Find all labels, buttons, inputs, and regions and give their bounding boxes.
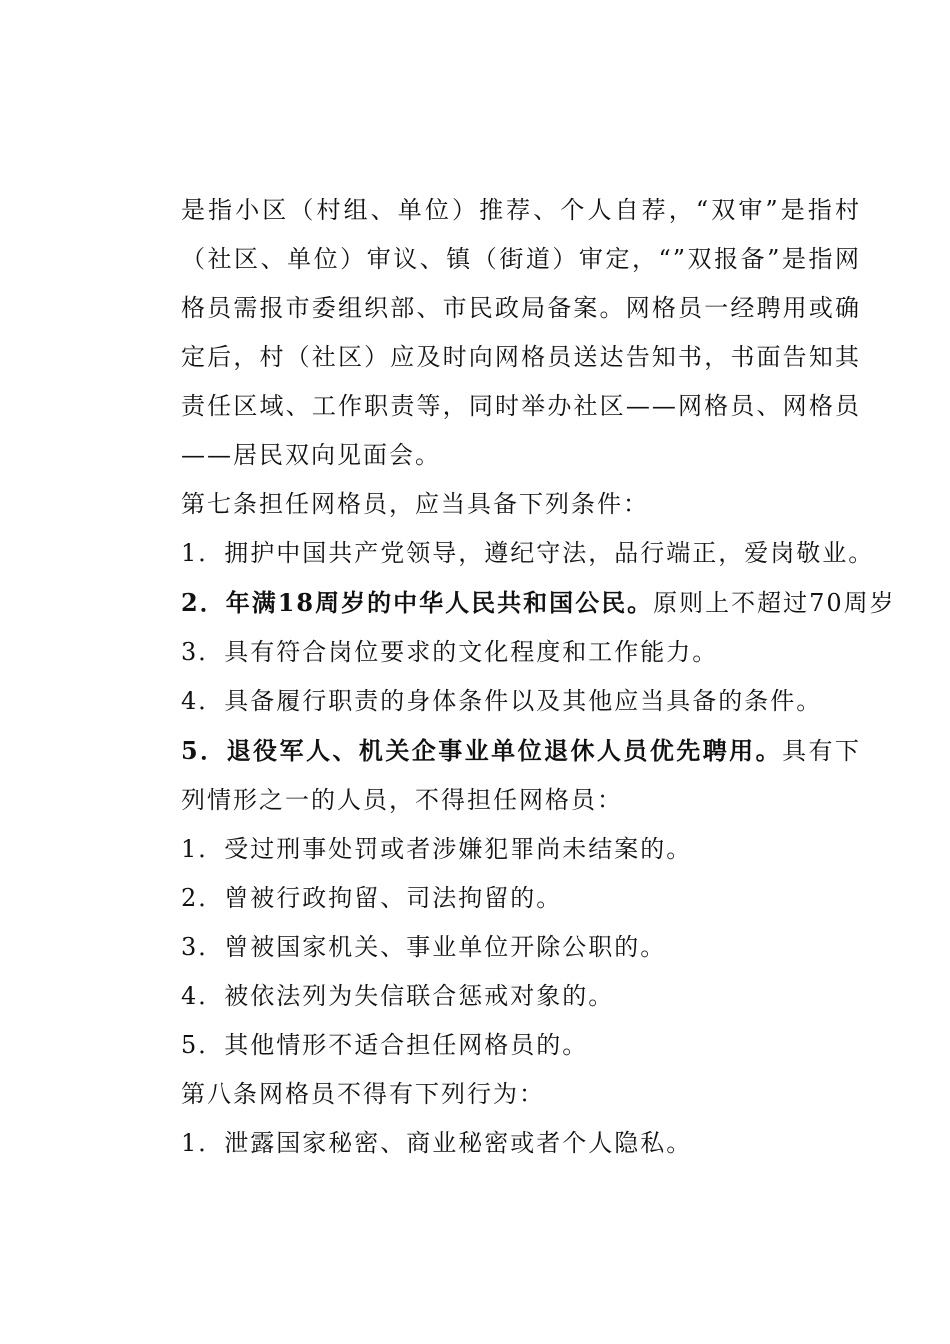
condition-item-3: 3．具有符合岗位要求的文化程度和工作能力。	[181, 638, 719, 666]
condition-5-bold-text: 5．退役军人、机关企事业单位退休人员优先聘用。	[181, 736, 783, 765]
article-8-heading: 第八条网格员不得有下列行为：	[181, 1080, 545, 1108]
prohibition-item-1: 1．泄露国家秘密、商业秘密或者个人隐私。	[181, 1129, 693, 1157]
condition-5-rest-text: 具有下列情形之一的人员，不得担任网格员：	[181, 737, 861, 814]
condition-item-1: 1．拥护中国共产党领导，遵纪守法，品行端正，爱岗敬业。	[181, 539, 875, 567]
condition-item-2	[131, 578, 896, 628]
disqualification-item-2: 2．曾被行政拘留、司法拘留的。	[181, 884, 563, 912]
condition-2-bold-text: 2．年满18周岁的中华人民共和国公民。	[181, 588, 654, 617]
disqualification-item-5: 5．其他情形不适合担任网格员的。	[181, 1031, 589, 1059]
disqualification-item-1: 1．受过刑事处罚或者涉嫌犯罪尚未结案的。	[181, 835, 693, 863]
disqualification-item-3: 3．曾被国家机关、事业单位开除公职的。	[181, 933, 667, 961]
article-7-heading: 第七条担任网格员，应当具备下列条件：	[181, 490, 649, 518]
condition-item-4: 4．具备履行职责的身体条件以及其他应当具备的条件。	[181, 687, 823, 715]
condition-2-rest-text: 原则上不超过70周岁	[653, 589, 896, 617]
paragraph-selection-process: 是指小区（村组、单位）推荐、个人自荐，“双审”是指村（社区、单位）审议、镇（街道）审定，“”双报备”是指网格员需报市委组织部、市民政局备案。网格员一经聘用或确定后，村（社区）应及时向网格员送达告知书，书面告知其责任区域、工作职责等，同时举办社区——网格员、网格员——居民双向见面会。	[181, 196, 861, 469]
disqualification-item-4: 4．被依法列为失信联合惩戒对象的。	[181, 982, 615, 1010]
condition-item-5	[131, 726, 861, 825]
document-body	[131, 186, 896, 1168]
